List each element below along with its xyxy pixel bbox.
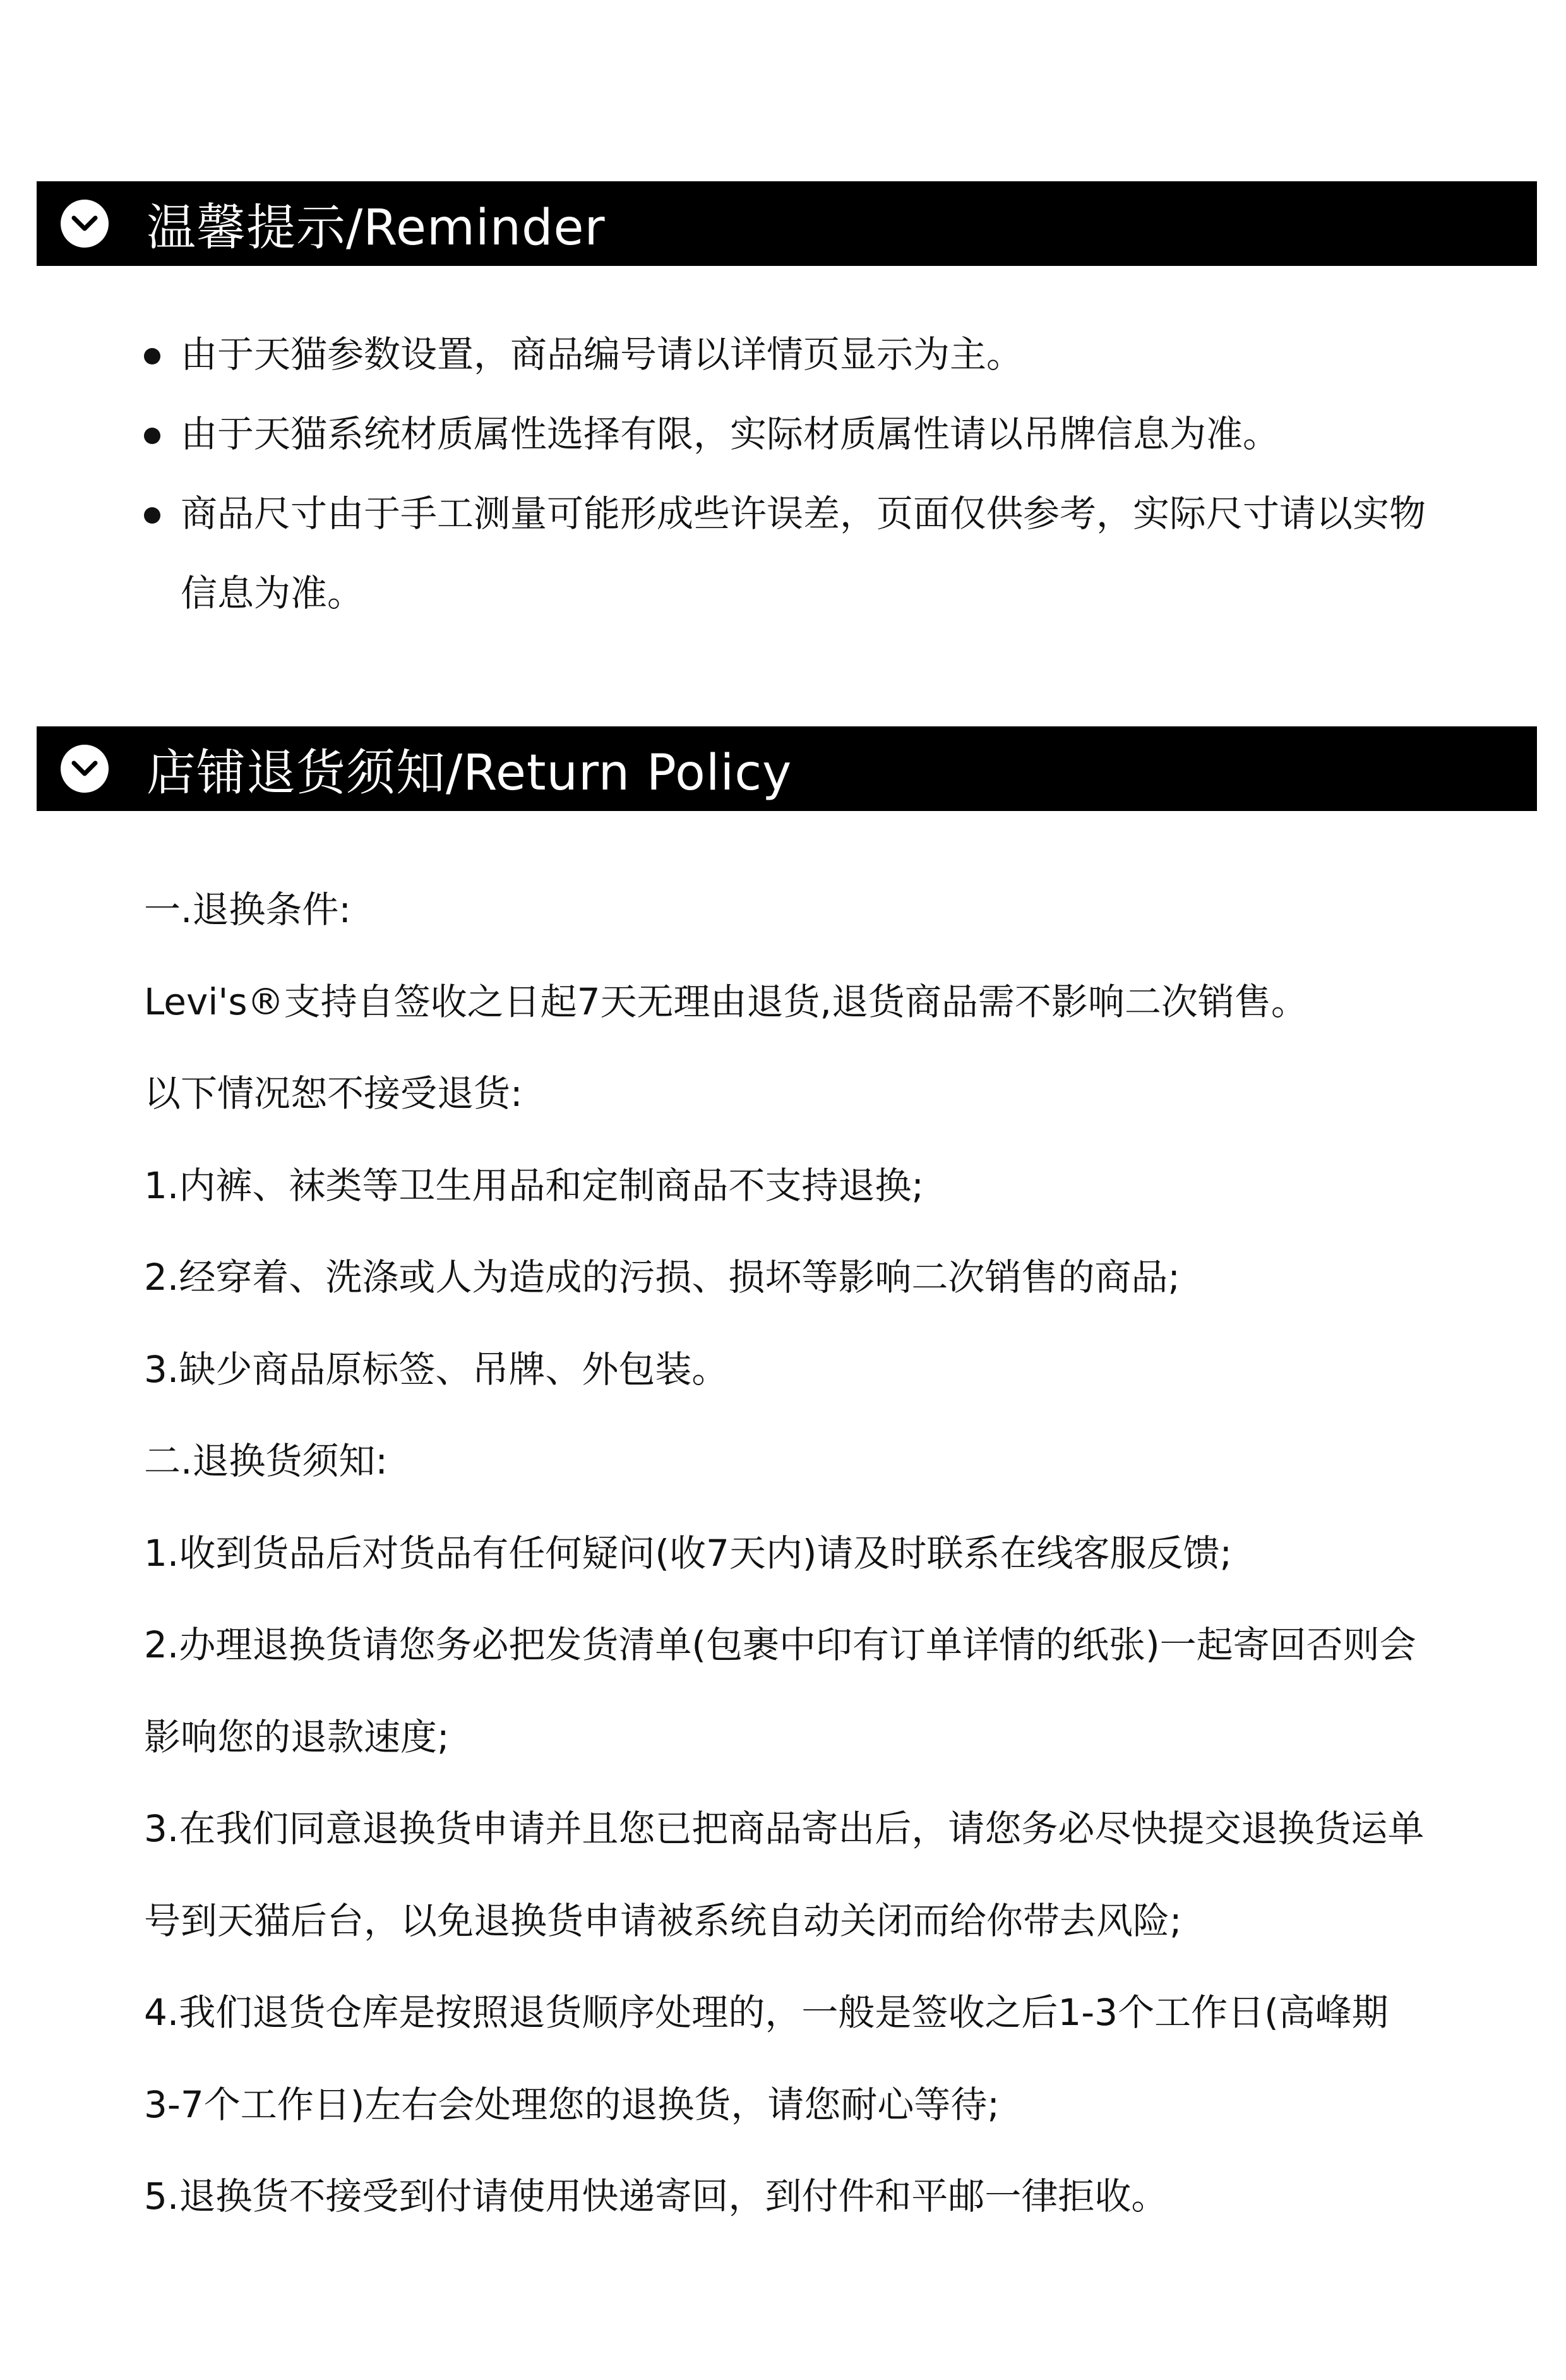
policy-line: Levi's®支持自签收之日起7天无理由退货,退货商品需不影响二次销售。 — [144, 980, 1308, 1023]
policy-line: 1.内裤、袜类等卫生用品和定制商品不支持退换; — [144, 1163, 924, 1207]
policy-line: 4.我们退货仓库是按照退货顺序处理的，一般是签收之后1-3个工作日(高峰期3-7个工作日)左右会处理您的退换货，请您耐心等待; — [144, 1991, 1389, 2126]
reminder-header[interactable] — [37, 181, 1537, 266]
bullet-icon — [144, 507, 160, 524]
policy-line: 2.经穿着、洗涤或人为造成的污损、损坏等影响二次销售的商品; — [144, 1256, 1180, 1299]
policy-line: 2.办理退换货请您务必把发货清单(包裹中印有订单详情的纸张)一起寄回否则会影响您的退款速度; — [144, 1623, 1416, 1758]
reminder-list — [144, 315, 1495, 633]
list-item: 由于天猫系统材质属性选择有限，实际材质属性请以吊牌信息为准。 — [144, 394, 1495, 474]
policy-line: 3.在我们同意退换货申请并且您已把商品寄出后，请您务必尽快提交退换货运单号到天猫后台，以免退换货申请被系统自动关闭而给你带去风险; — [144, 1807, 1425, 1942]
return-policy-header[interactable] — [37, 726, 1537, 811]
bullet-icon — [144, 348, 160, 364]
chevron-down-icon[interactable] — [61, 200, 109, 248]
reminder-title: 温馨提示/Reminder — [146, 200, 606, 256]
policy-line: 5.退换货不接受到付请使用快递寄回，到付件和平邮一律拒收。 — [144, 2175, 1168, 2218]
chevron-down-icon[interactable] — [61, 745, 109, 793]
list-item: 由于天猫参数设置，商品编号请以详情页显示为主。 — [144, 315, 1495, 394]
policy-heading-notice: 二.退换货须知: — [144, 1439, 388, 1482]
bullet-icon — [144, 428, 160, 444]
policy-line: 以下情况恕不接受退货: — [144, 1072, 523, 1115]
policy-heading-conditions: 一.退换条件: — [144, 888, 351, 931]
return-policy-title: 店铺退货须知/Return Policy — [146, 745, 792, 802]
policy-line: 3.缺少商品原标签、吊牌、外包装。 — [144, 1347, 729, 1391]
list-item: 商品尺寸由于手工测量可能形成些许误差，页面仅供参考，实际尺寸请以实物信息为准。 — [144, 474, 1450, 633]
return-policy-body — [144, 864, 1457, 2243]
policy-line: 1.收到货品后对货品有任何疑问(收7天内)请及时联系在线客服反馈; — [144, 1531, 1233, 1575]
